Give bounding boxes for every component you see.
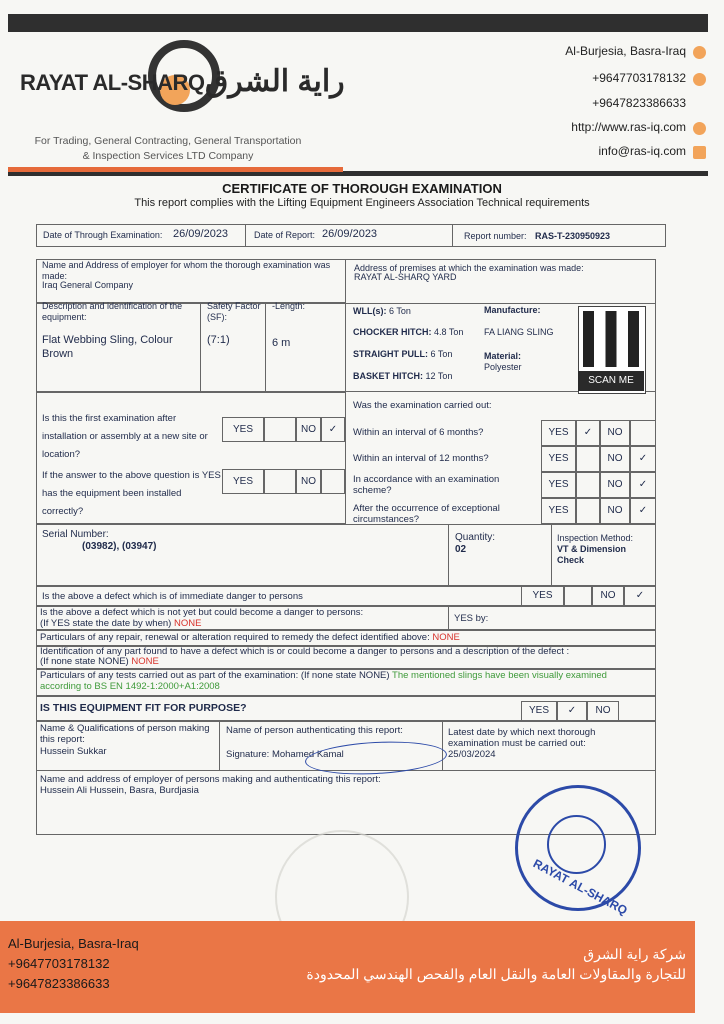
premises-label: Address of premises at which the examination was made: [354, 263, 584, 273]
first-exam-no-check: ✓ [321, 417, 345, 442]
twelve-months-question: Within an interval of 12 months? [353, 453, 489, 464]
scheme-no: NO [600, 472, 630, 498]
email-icon [693, 146, 706, 159]
report-number-label: Report number: [464, 231, 527, 241]
employer-value: Iraq General Company [42, 280, 134, 290]
could-become-question: Is the above a defect which is not yet but could become a danger to persons: [40, 607, 364, 618]
exceptional-question: After the occurrence of exceptional circumstances? [353, 503, 500, 525]
scheme-question: In accordance with an examination scheme? [353, 474, 500, 496]
fit-no: NO [587, 701, 619, 721]
footer-arabic-line-1: شركة راية الشرق [583, 946, 686, 962]
scan-me-label: SCAN ME [578, 371, 644, 391]
latest-date-label: Latest date by which next thorough examination must be carried out: [448, 727, 596, 749]
part-defect-question: Identification of any part found to have a defect which is or could become a danger to persons and a description of the defect : [40, 646, 570, 657]
footer-phone-1: +9647703178132 [8, 956, 110, 971]
certificate-subtitle: This report complies with the Lifting Equipment Engineers Association Technical requirements [134, 197, 590, 209]
company-description: For Trading, General Contracting, General Transportation & Inspection Services LTD Company [34, 135, 302, 162]
fit-purpose-question: IS THIS EQUIPMENT FIT FOR PURPOSE? [40, 702, 247, 714]
six-months-question: Within an interval of 6 months? [353, 427, 484, 438]
serial-label: Serial Number: [42, 529, 109, 540]
scheme-no-check: ✓ [630, 472, 656, 498]
length-label: -Length: [272, 301, 306, 311]
location-icon [693, 46, 706, 59]
first-exam-no: NO [296, 417, 321, 442]
header-website[interactable]: http://www.ras-iq.com [571, 120, 686, 134]
installed-yes: YES [222, 469, 264, 494]
logo-arabic: راية الشرق [205, 65, 345, 98]
straight-pull: STRAIGHT PULL: 6 Ton [353, 349, 453, 359]
exceptional-yes: YES [541, 498, 576, 524]
inspection-value: VT & Dimension Check [557, 544, 627, 565]
latest-date-value: 25/03/2024 [448, 749, 496, 760]
header-address: Al-Burjesia, Basra-Iraq [565, 44, 686, 58]
yes-by-label: YES by: [454, 613, 489, 624]
material-label: Material: [484, 351, 522, 361]
exam-date: 26/09/2023 [173, 228, 229, 240]
footer-contact [8, 934, 139, 994]
serial-value: (03982), (03947) [82, 541, 157, 552]
choker-hitch: CHOCKER HITCH: 4.8 Ton [353, 327, 464, 337]
installed-no: NO [296, 469, 321, 494]
auth-label: Name of person authenticating this report: [226, 725, 403, 736]
installed-question: If the answer to the above question is YES has the equipment been installed correctly? [42, 470, 221, 517]
description-label: Description and identification of the equipment: [42, 301, 183, 322]
twelve-months-yes-box [576, 446, 600, 472]
six-months-no-box [630, 420, 656, 446]
material-value: Polyester [484, 362, 522, 372]
six-months-yes-check: ✓ [576, 420, 600, 446]
exceptional-no-check: ✓ [630, 498, 656, 524]
scheme-yes-box [576, 472, 600, 498]
fit-yes: YES [521, 701, 557, 721]
installed-yes-box [264, 469, 296, 494]
fit-yes-check: ✓ [557, 701, 587, 721]
twelve-months-yes: YES [541, 446, 576, 472]
header-divider-accent [8, 167, 343, 172]
inspection-label: Inspection Method: [557, 533, 634, 543]
six-months-no: NO [600, 420, 630, 446]
footer-arabic [306, 944, 686, 984]
first-exam-yes: YES [222, 417, 264, 442]
immediate-no: NO [592, 586, 624, 606]
immediate-no-check: ✓ [624, 586, 656, 606]
installed-no-box [321, 469, 345, 494]
could-become-question-2: (If YES state the date by when) NONE [40, 618, 202, 629]
certificate-title: CERTIFICATE OF THOROUGH EXAMINATION [222, 181, 502, 196]
basket-hitch: BASKET HITCH: 12 Ton [353, 371, 453, 381]
safety-factor-value: (7:1) [207, 334, 230, 346]
description-value: Flat Webbing Sling, Colour Brown [42, 334, 173, 360]
qr-code-icon [583, 311, 639, 367]
premises-value: RAYAT AL-SHARQ YARD [354, 272, 457, 282]
manufacture-label: Manufacture: [484, 305, 541, 315]
globe-icon [693, 122, 706, 135]
scheme-yes: YES [541, 472, 576, 498]
employer-label: Name and Address of employer for whom the thorough examination was made: [42, 260, 331, 281]
part-defect-question-2: (If none state NONE) NONE [40, 656, 159, 667]
report-number: RAS-T-230950923 [535, 231, 611, 241]
header-email[interactable]: info@ras-iq.com [598, 144, 686, 158]
twelve-months-no-check: ✓ [630, 446, 656, 472]
qualifications-value: Hussein Sukkar [40, 746, 107, 757]
immediate-danger-question: Is the above a defect which is of immediate danger to persons [42, 591, 303, 602]
employer-persons-value: Hussein Ali Hussein, Basra, Burdjasia [40, 785, 199, 796]
six-months-yes: YES [541, 420, 576, 446]
wll: WLL(s): 6 Ton [353, 306, 411, 316]
first-exam-question: Is this the first examination after installation or assembly at a new site or location? [42, 413, 208, 460]
carried-out-question: Was the examination carried out: [353, 400, 492, 411]
qualifications-label: Name & Qualifications of person making this report: [40, 723, 210, 745]
exceptional-no: NO [600, 498, 630, 524]
tests-question: Particulars of any tests carried out as part of the examination: (If none state NONE) The mentioned slings have been visually examined according to BS EN 1492-1:2000+A1:2008 [40, 670, 607, 692]
quantity-label: Quantity: [455, 532, 496, 543]
footer-phone-2: +9647823386633 [8, 976, 110, 991]
auth-value: Signature: Mohamed Kamal [226, 749, 344, 760]
employer-persons-label: Name and address of employer of persons making and authenticating this report: [40, 774, 381, 785]
report-date-label: Date of Report: [254, 230, 316, 240]
first-exam-yes-box [264, 417, 296, 442]
phone-icon [693, 73, 706, 86]
manufacture-value: FA LIANG SLING [484, 327, 554, 337]
exam-date-label: Date of Through Examination: [43, 230, 163, 240]
exceptional-yes-box [576, 498, 600, 524]
immediate-yes-box [564, 586, 592, 606]
repair-question: Particulars of any repair, renewal or alteration required to remedy the defect identified above: NONE [40, 632, 460, 643]
report-date: 26/09/2023 [322, 228, 378, 240]
top-bar [8, 14, 708, 32]
header-phone-1: +9647703178132 [592, 71, 686, 85]
safety-factor-label: Safety Factor (SF): [207, 301, 261, 322]
footer-arabic-line-2: للتجارة والمقاولات العامة والنقل العام والفحص الهندسي المحدودة [306, 966, 686, 982]
quantity-value: 02 [455, 544, 467, 555]
header-phone-2: +9647823386633 [592, 96, 686, 110]
footer-address: Al-Burjesia, Basra-Iraq [8, 936, 139, 951]
immediate-yes: YES [521, 586, 564, 606]
length-value: 6 m [272, 337, 291, 349]
logo-english: RAYAT AL-SHARQ [20, 70, 205, 95]
company-stamp-text: RAYAT AL-SHARQ [530, 856, 630, 918]
twelve-months-no: NO [600, 446, 630, 472]
